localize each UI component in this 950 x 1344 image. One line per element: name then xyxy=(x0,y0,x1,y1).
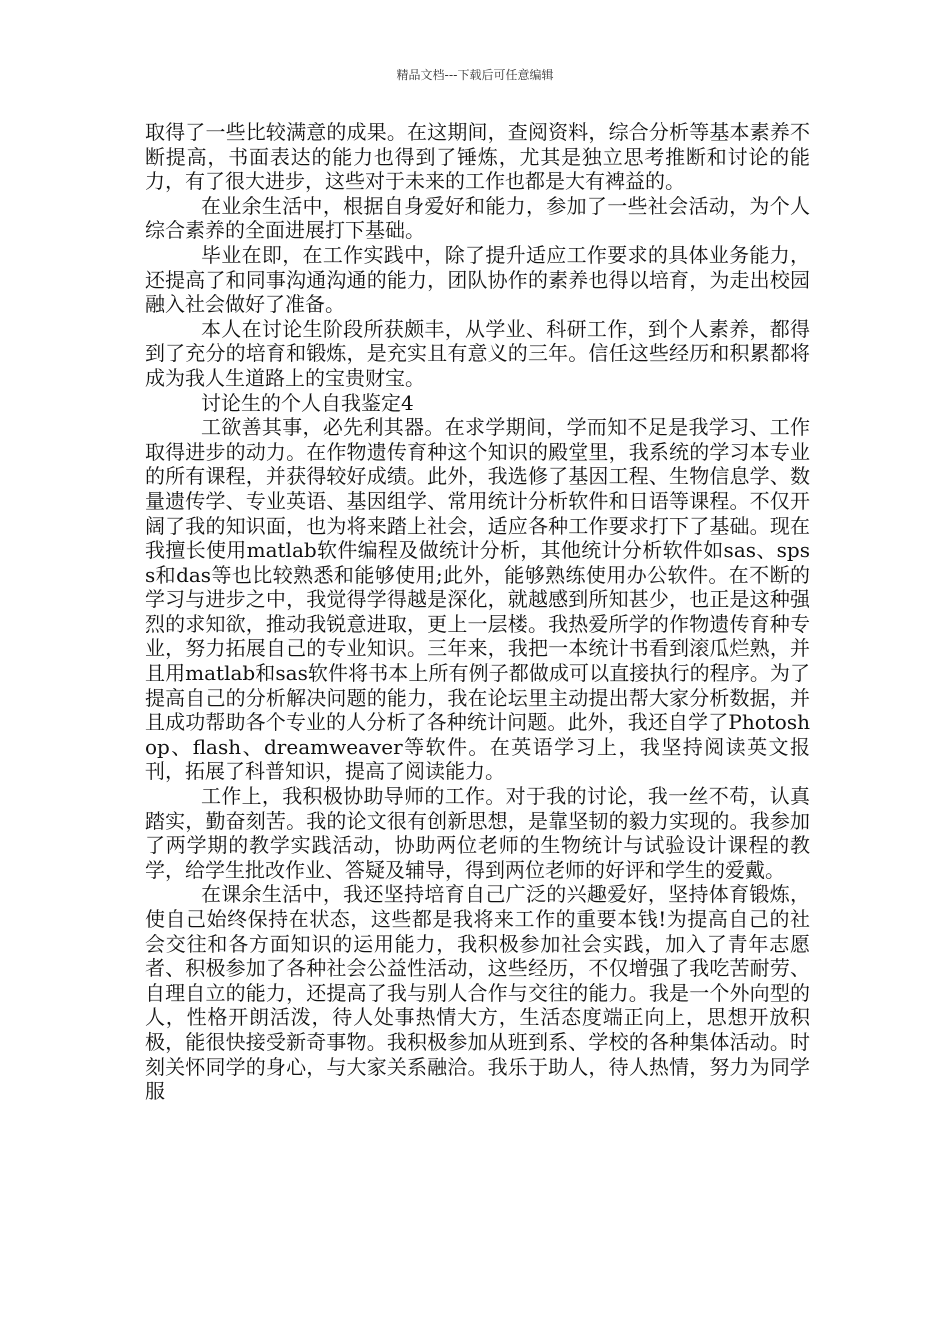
paragraph: 在业余生活中，根据自身爱好和能力，参加了一些社会活动，为个人综合素养的全面进展打下基础。 xyxy=(145,193,810,243)
paragraph: 毕业在即，在工作实践中，除了提升适应工作要求的具体业务能力，还提高了和同事沟通沟通的能力，团队协作的素养也得以培育，为走出校园融入社会做好了准备。 xyxy=(145,242,810,317)
page-header: 精品文档---下载后可任意编辑 xyxy=(396,68,554,82)
section-heading: 讨论生的个人自我鉴定4 xyxy=(201,390,414,415)
paragraph: 工欲善其事，必先利其器。在求学期间，学而知不足是我学习、工作取得进步的动力。在作物遗传育种这个知识的殿堂里，我系统的学习本专业的所有课程，并获得较好成绩。此外，我选修了基因工程、生物信息学、数量遗传学、专业英语、基因组学、常用统计分析软件和日语等课程。不仅开阔了我的知识面，也为将来踏上社会，适应各种工作要求打下了基础。现在我擅长使用matlab软件编程及做统计分析，其他统计分析软件如sas、spss和das等也比较熟悉和能够使用;此外，能够熟练使用办公软件。在不断的学习与进步之中，我觉得学得越是深化，就越感到所知甚少，也正是这种强烈的求知欲，推动我锐意进取，更上一层楼。我热爱所学的作物遗传育种专业，努力拓展自己的专业知识。三年来，我把一本统计书看到滚瓜烂熟，并且用matlab和sas软件将书本上所有例子都做成可以直接执行的程序。为了提高自己的分析解决问题的能力，我在论坛里主动提出帮大家分析数据，并且成功帮助各个专业的人分析了各种统计问题。此外，我还自学了Photoshop、flash、dreamweaver等软件。在英语学习上，我坚持阅读英文报刊，拓展了科普知识，提高了阅读能力。 xyxy=(145,415,810,784)
document-body xyxy=(145,120,810,1104)
paragraph: 取得了一些比较满意的成果。在这期间，查阅资料，综合分析等基本素养不断提高，书面表达的能力也得到了锤炼，尤其是独立思考推断和讨论的能力，有了很大进步，这些对于未来的工作也都是大有裨益的。 xyxy=(145,120,810,194)
paragraph: 工作上，我积极协助导师的工作。对于我的讨论，我一丝不苟，认真踏实，勤奋刻苦。我的论文很有创新思想，是靠坚韧的毅力实现的。我参加了两学期的教学实践活动，协助两位老师的生物统计与试验设计课程的教学，给学生批改作业、答疑及辅导，得到两位老师的好评和学生的爱戴。 xyxy=(145,784,810,882)
paragraph: 在课余生活中，我还坚持培育自己广泛的兴趣爱好，坚持体育锻炼，使自己始终保持在状态，这些都是我将来工作的重要本钱!为提高自己的社会交往和各方面知识的运用能力，我积极参加社会实践，加入了青年志愿者、积极参加了各种社会公益性活动，这些经历，不仅增强了我吃苦耐劳、自理自立的能力，还提高了我与别人合作与交往的能力。我是一个外向型的人，性格开朗活泼，待人处事热情大方，生活态度端正向上，思想开放积极，能很快接受新奇事物。我积极参加从班到系、学校的各种集体活动。时刻关怀同学的身心，与大家关系融洽。我乐于助人，待人热情，努力为同学服 xyxy=(145,882,810,1104)
paragraph: 本人在讨论生阶段所获颇丰，从学业、科研工作，到个人素养，都得到了充分的培育和锻炼，是充实且有意义的三年。信任这些经历和积累都将成为我人生道路上的宝贵财宝。 xyxy=(145,316,810,390)
